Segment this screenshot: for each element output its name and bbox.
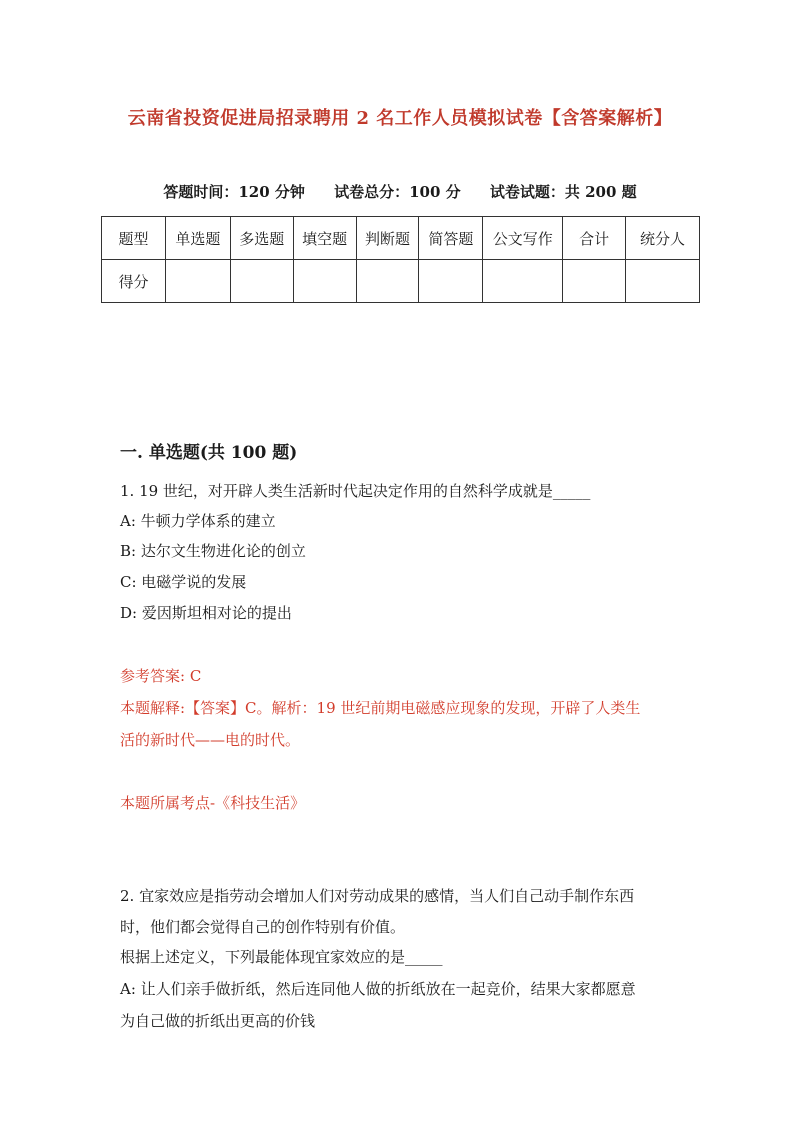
score-cell [626,260,700,303]
score-cell [563,260,626,303]
document-title: 云南省投资促进局招录聘用 2 名工作人员模拟试卷【含答案解析】 [127,108,673,129]
question-2-stem: 2. 宜家效应是指劳动会增加人们对劳动成果的感情，当人们自己动手制作东西 [120,887,635,905]
question-1-answer: 参考答案: C [120,667,202,685]
question-1-topic: 本题所属考点-《科技生活》 [120,794,306,812]
score-table-header: 简答题 [419,217,483,260]
score-table-score-row [102,260,700,303]
score-table-header: 单选题 [165,217,230,260]
question-2-prompt: 根据上述定义，下列最能体现宜家效应的是_____ [120,948,443,966]
score-cell [419,260,483,303]
question-2-option-a-cont: 为自己做的折纸出更高的价钱 [120,1012,316,1030]
exam-info [0,181,800,202]
question-1-explanation-cont: 活的新时代——电的时代。 [120,731,301,749]
score-table-header: 多选题 [230,217,293,260]
exam-question-count: 试卷试题：共 200 题 [489,183,637,201]
section-heading: 一. 单选题(共 100 题) [120,443,298,463]
question-1-option-c: C: 电磁学说的发展 [120,573,247,591]
question-1-option-a: A: 牛顿力学体系的建立 [120,512,276,530]
score-table-header: 统分人 [626,217,700,260]
score-table-header-row [102,217,700,260]
question-1-stem: 1. 19 世纪，对开辟人类生活新时代起决定作用的自然科学成就是_____ [120,482,591,500]
score-cell [356,260,419,303]
question-1-option-b: B: 达尔文生物进化论的创立 [120,542,306,560]
score-table-header: 填空题 [293,217,356,260]
question-1-option-d: D: 爱因斯坦相对论的提出 [120,604,292,622]
question-2-stem-cont: 时，他们都会觉得自己的创作特别有价值。 [120,918,406,936]
score-row-label: 得分 [102,260,166,303]
score-table-header: 公文写作 [483,217,563,260]
score-table-header: 判断题 [356,217,419,260]
exam-time: 答题时间：120 分钟 [163,183,305,201]
score-table-header: 题型 [102,217,166,260]
score-cell [293,260,356,303]
exam-total-score: 试卷总分：100 分 [334,183,461,201]
score-cell [230,260,293,303]
question-2-option-a: A: 让人们亲手做折纸，然后连同他人做的折纸放在一起竞价，结果大家都愿意 [120,980,636,998]
score-table [101,216,700,303]
question-1-explanation: 本题解释:【答案】C。解析：19 世纪前期电磁感应现象的发现，开辟了人类生 [120,699,641,717]
score-cell [165,260,230,303]
score-cell [483,260,563,303]
score-table-header: 合计 [563,217,626,260]
